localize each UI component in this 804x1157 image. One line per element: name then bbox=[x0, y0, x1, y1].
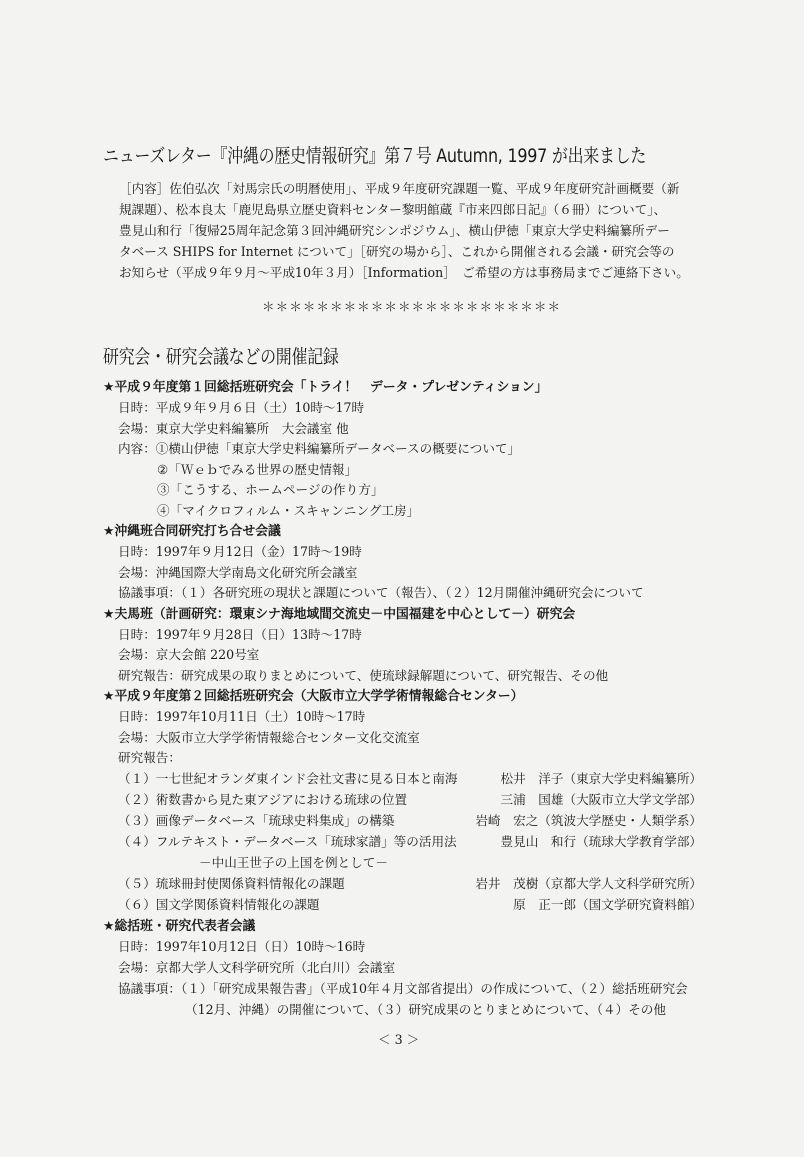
meeting-1-heading: ★平成９年度第１回総括班研究会「トライ！ データ・プレゼンティション」 bbox=[103, 380, 548, 395]
newsletter-line-4: タベース SHIPS for Internet について」［研究の場から］、これから開催される会議・研究会等の bbox=[119, 244, 675, 259]
newsletter-line-5: お知らせ（平成９年９月～平成10年３月）［Information］ ご希望の方は事務局までご連絡下さい。 bbox=[119, 265, 689, 280]
newsletter-line-3: 豊見山和行「復帰25周年記念第３回沖縄研究シンポジウム」、横山伊徳「東京大学史料編纂所デー bbox=[119, 223, 670, 238]
meeting-5-heading: ★総括班・研究代表者会議 bbox=[103, 919, 256, 934]
meeting-2-venue: 会場：沖縄国際大学南島文化研究所会議室 bbox=[118, 565, 358, 580]
talk-4-subtitle: －中山王世子の上国を例として－ bbox=[199, 855, 388, 870]
talk-2-speaker: 三浦 国雄（大阪市立大学文学部） bbox=[500, 792, 702, 807]
records-title: 研究会・研究会議などの開催記録 bbox=[103, 346, 339, 368]
meeting-1-content: 内容：①横山伊徳「東京大学史料編纂所データベースの概要について」 bbox=[118, 441, 521, 456]
talk-1-speaker: 松井 洋子（東京大学史料編纂所） bbox=[500, 771, 702, 786]
talk-5-title: （５）琉球冊封使関係資料情報化の課題 bbox=[118, 876, 345, 891]
talk-5-speaker: 岩井 茂樹（京都大学人文科学研究所） bbox=[475, 876, 702, 891]
page-number: ＜ 3 ＞ bbox=[378, 1032, 420, 1047]
meeting-4-venue: 会場：大阪市立大学学術情報総合センター文化交流室 bbox=[118, 730, 420, 745]
newsletter-line-1: ［内容］佐伯弘次「対馬宗氏の明暦使用」、平成９年度研究課題一覧、平成９年度研究計画概要（新 bbox=[119, 181, 680, 196]
meeting-3-date: 日時：1997年９月28日（日）13時～17時 bbox=[118, 627, 362, 642]
meeting-2-date: 日時：1997年９月12日（金）17時～19時 bbox=[118, 544, 362, 559]
meeting-5-date: 日時：1997年10月12日（日）10時～16時 bbox=[118, 939, 366, 954]
talk-4-speaker: 豊見山 和行（琉球大学教育学部） bbox=[500, 834, 702, 849]
divider-stars: ＊＊＊＊＊＊＊＊＊＊＊＊＊＊＊＊＊＊＊＊＊＊ bbox=[262, 299, 562, 314]
talk-6-title: （６）国文学関係資料情報化の課題 bbox=[118, 897, 320, 912]
talk-6-speaker: 原 正一郎（国文学研究資料館） bbox=[513, 897, 702, 912]
meeting-5-agenda-2: （12月、沖縄）の開催について、（３）研究成果のとりまとめについて、（４）その他 bbox=[185, 1002, 666, 1017]
talk-3-speaker: 岩崎 宏之（筑波大学歴史・人類学系） bbox=[475, 813, 702, 828]
meeting-3-heading: ★夫馬班（計画研究：環東シナ海地域間交流史－中国福建を中心として－）研究会 bbox=[103, 607, 576, 622]
meeting-1-content-2: ②「Ｗｅｂでみる世界の歴史情報」 bbox=[157, 462, 358, 477]
meeting-5-venue: 会場：京都大学人文科学研究所（北白川）会議室 bbox=[118, 960, 396, 975]
meeting-1-date: 日時：平成９年９月６日（土）10時～17時 bbox=[118, 400, 365, 415]
meeting-5-agenda-1: 協議事項：（１）「研究成果報告書」（平成10年４月文部省提出）の作成について、（２）総括班研究会 bbox=[118, 981, 688, 996]
meeting-3-venue: 会場：京大会館 220号室 bbox=[118, 647, 260, 662]
talk-2-title: （２）術数書から見た東アジアにおける琉球の位置 bbox=[118, 792, 408, 807]
meeting-1-venue: 会場：東京大学史料編纂所 大会議室 他 bbox=[118, 421, 349, 436]
meeting-1-content-3: ③「こうする、ホームページの作り方」 bbox=[157, 482, 384, 497]
meeting-1-content-4: ④「マイクロフィルム・スキャンニング工房」 bbox=[157, 503, 420, 518]
meeting-4-date: 日時：1997年10月11日（土）10時～17時 bbox=[118, 709, 366, 724]
meeting-2-agenda: 協議事項：（１）各研究班の現状と課題について（報告）、（２）12月開催沖縄研究会について bbox=[118, 585, 644, 600]
meeting-3-report: 研究報告：研究成果の取りまとめについて、使琉球録解題について、研究報告、その他 bbox=[118, 668, 609, 683]
meeting-4-report-label: 研究報告： bbox=[118, 750, 181, 765]
meeting-4-heading: ★平成９年度第２回総括班研究会（大阪市立大学学術情報総合センター） bbox=[103, 689, 524, 704]
newsletter-line-2: 規課題）、松本良太「鹿児島県立歴史資料センター黎明館蔵『市来四郎日記』（６冊）について」、 bbox=[119, 202, 667, 217]
meeting-2-heading: ★沖縄班合同研究打ち合せ会議 bbox=[103, 524, 281, 539]
talk-3-title: （３）画像データベース「琉球史料集成」の構築 bbox=[118, 813, 395, 828]
talk-4-title: （４）フルテキスト・データベース「琉球家譜」等の活用法 bbox=[118, 834, 457, 849]
newsletter-title: ニューズレター『沖縄の歴史情報研究』第７号 Autumn, 1997 が出来ました bbox=[103, 145, 647, 167]
talk-1-title: （１）一七世紀オランダ東インド会社文書に見る日本と南海 bbox=[118, 771, 458, 786]
